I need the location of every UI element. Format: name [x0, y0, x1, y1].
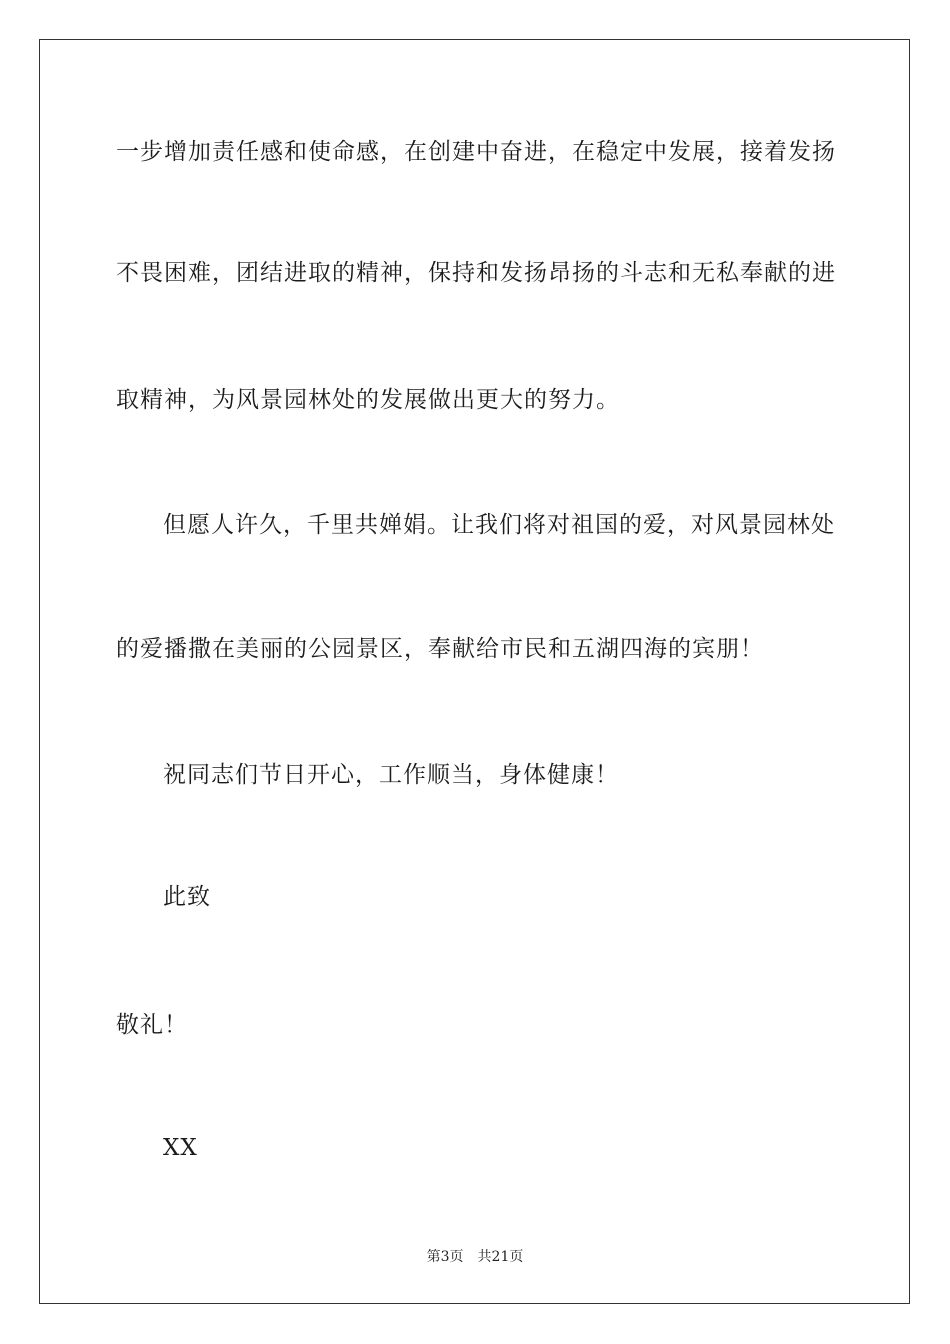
page-total: 共21页	[477, 1249, 524, 1265]
body-line-2: 不畏困难，团结进取的精神，保持和发扬昂扬的斗志和无私奉献的进	[116, 260, 836, 286]
page-border	[39, 39, 910, 1304]
page-number: 第3页	[426, 1249, 464, 1265]
body-line-6: 祝同志们节日开心，工作顺当，身体健康！	[163, 762, 619, 788]
closing-regards: 敬礼！	[116, 1012, 188, 1038]
page-footer	[0, 1248, 950, 1266]
closing-salutation: 此致	[163, 884, 211, 910]
body-line-3: 取精神，为风景园林处的发展做出更大的努力。	[116, 387, 620, 413]
signature: XX	[163, 1135, 198, 1161]
body-line-4: 但愿人许久，千里共婵娟。让我们将对祖国的爱，对风景园林处	[163, 512, 835, 538]
body-line-5: 的爱播撒在美丽的公园景区，奉献给市民和五湖四海的宾朋！	[116, 636, 764, 662]
body-line-1: 一步增加责任感和使命感，在创建中奋进，在稳定中发展，接着发扬	[116, 139, 836, 165]
